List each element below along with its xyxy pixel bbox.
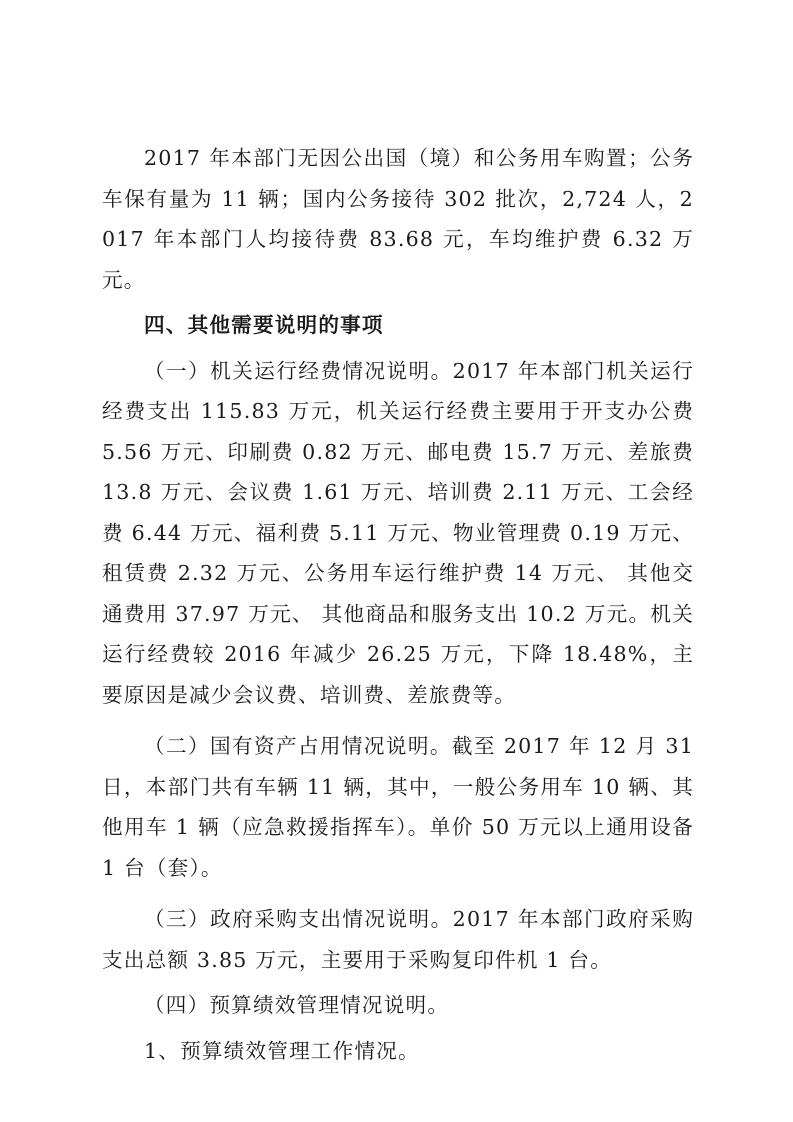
paragraph-official-travel-vehicles-reception: 2017 年本部门无因公出国（境）和公务用车购置；公务车保有量为 11 辆；国内公务接待 302 批次，2,724 人，2017 年本部门人均接待费 83.68 元，车均维护费 6.32 万元。 (102, 146, 694, 292)
section-heading-other-matters: 四、其他需要说明的事项 (144, 313, 384, 337)
subsection-lead-government-procurement: （三）政府采购支出情况说明。 (144, 907, 453, 931)
government-procurement-text: 2017 年本部门政府采购支出总额 3.85 万元，主要用于采购复印件机 1 台。 (102, 907, 694, 972)
state-assets-text: 截至 2017 年 12 月 31 日，本部门共有车辆 11 辆，其中，一般公务用车 10 辆、其他用车 1 辆（应急救援指挥车）。单价 50 万元以上通用设备 1 台（套）。 (102, 734, 694, 880)
paragraph-state-assets (102, 726, 694, 888)
paragraph-operating-expenses (102, 351, 694, 716)
paragraph-government-procurement (102, 899, 694, 980)
operating-expenses-text: 2017 年本部门机关运行经费支出 115.83 万元，机关运行经费主要用于开支办公费 5.56 万元、印刷费 0.82 万元、邮电费 15.7 万元、差旅费 13.8 万元、会议费 1.61 万元、培训费 2.11 万元、工会经费 6.44 万元、福利费 5.11 万元、物业管理费 0.19 万元、租赁费 2.32 万元、公务用车运行维护费 14 万元、 其他交通费用 37.97 万元、 其他商品和服务支出 10.2 万元。机关运行经费较 2016 年减少 26.25 万元，下降 18.48%，主要原因是减少会议费、培训费、差旅费等。 (102, 358, 694, 707)
subsection-lead-operating-expenses: （一）机关运行经费情况说明。 (144, 358, 453, 383)
paragraph-performance-work: 1、预算绩效管理工作情况。 (144, 1038, 420, 1063)
paragraph-performance-management: （四）预算绩效管理情况说明。 (144, 993, 450, 1017)
document-body (102, 138, 694, 1071)
subsection-lead-state-assets: （二）国有资产占用情况说明。 (144, 734, 452, 758)
